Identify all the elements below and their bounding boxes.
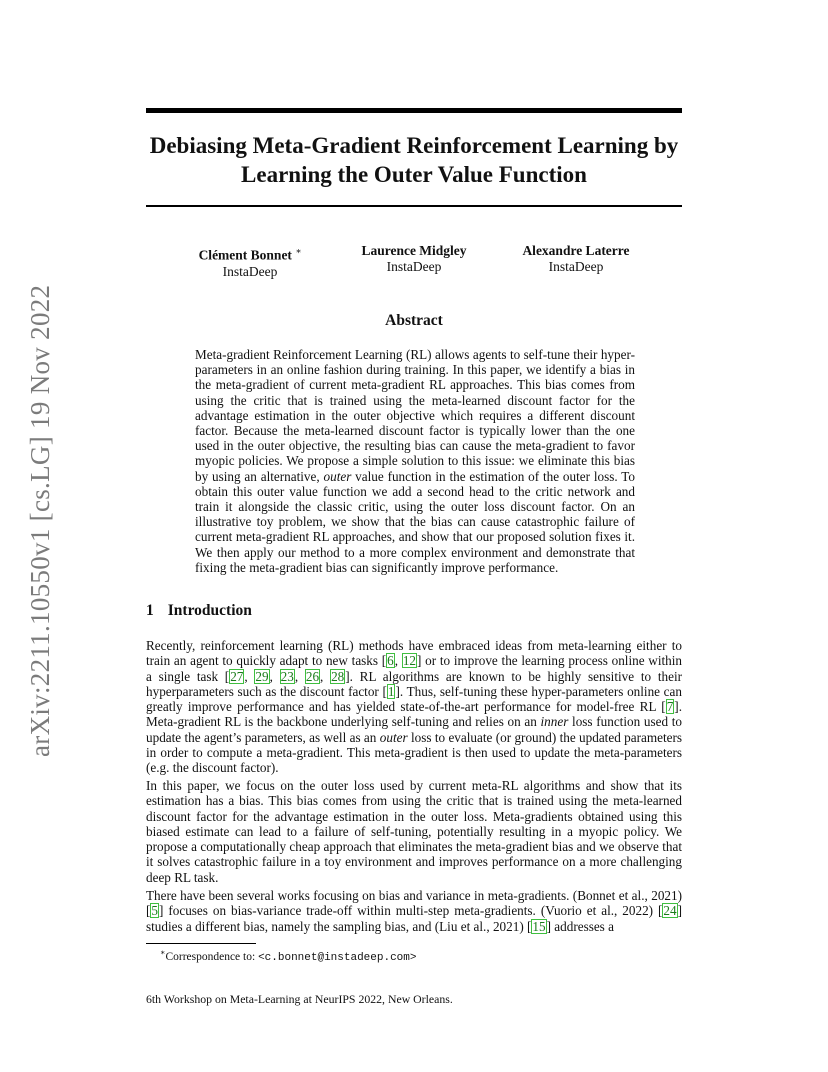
citation-link[interactable]: 1 [387,683,395,699]
section-heading-introduction [146,602,252,620]
citation-link[interactable]: 26 [305,668,320,684]
citation-link[interactable]: 29 [255,668,269,684]
title-bottom-rule [146,205,682,207]
author-affiliation: InstaDeep [386,259,442,274]
citation-link[interactable]: 27 [230,668,244,684]
footnote-mark[interactable]: ∗ [295,246,302,256]
citation-link[interactable]: 7 [666,699,674,715]
footnote-mark: ∗ [160,948,166,957]
author-affiliation: InstaDeep [548,259,604,274]
title-line-1: Debiasing Meta-Gradient Reinforcement Learning by [149,133,679,158]
intro-paragraph-1: Recently, reinforcement learning (RL) methods have embraced ideas from meta-learning either to train an agent to quickly adapt to new tasks [6, 12] or to improve the learning process online within a single task [27, 29, 23, 26, 28]. RL algorithms are known to be highly sensitive to their hyperparameters such as the discount factor [1]. Thus, self-tuning these hyper-parameters online can greatly improve performance and has yielded state-of-the-art performance for model-free RL [7]. Meta-gradient RL is the backbone underlying self-tuning and relies on an inner loss function used to update the agent’s parameters, as well as an outer loss to evaluate (or ground) the updated parameters in order to compute a meta-gradient. This meta-gradient is then used to update the meta-parameters (e.g. the discount factor). [146,638,683,776]
paper-title [146,131,682,189]
section-title: Introduction [167,602,252,619]
citation-link[interactable]: 5 [151,903,158,919]
citation-link[interactable]: 6 [387,653,394,669]
venue-footer: 6th Workshop on Meta-Learning at NeurIPS 2022, New Orleans. [146,992,453,1006]
author-block [146,243,682,279]
author-name: Alexandre Laterre [522,243,630,258]
citation-link[interactable]: 15 [532,918,546,934]
citation-link[interactable]: 24 [663,903,677,919]
author-2 [334,243,494,275]
intro-paragraph-3: There have been several works focusing on bias and variance in meta-gradients. (Bonnet et al., 2021) [5] focuses on bias-variance trade-off within multi-step meta-gradients. (Vuorio et al., 2022) [24] studies a different bias, namely the sampling bias, and (Liu et al., 2021) [15] addresses a [146,888,682,934]
author-affiliation: InstaDeep [222,263,278,279]
footnote: ∗Correspondence to: <c.bonnet@instadeep.com> [160,948,417,964]
arxiv-identifier: arXiv:2211.10550v1 [cs.LG] 19 Nov 2022 [25,284,55,757]
author-1 [170,243,330,280]
intro-paragraph-2: In this paper, we focus on the outer loss used by current meta-RL algorithms and show that its estimation has a bias. This bias comes from using the critic that is trained using the meta-learned discount factor for the advantage estimation in the outer loss. Meta-gradients obtained using this biased estimate can lead to a failure of self-tuning, potentially resulting in a myopic policy. We propose a computationally cheap approach that eliminates the meta-gradient bias and we observe that it solves catastrophic failure in a toy environment and improves performance on a more challenging deep RL task. [146,778,682,885]
abstract-heading: Abstract [385,312,443,329]
author-3 [496,243,656,275]
footnote-rule [146,943,256,944]
author-name: Laurence Midgley [361,243,467,258]
citation-link[interactable]: 28 [331,668,345,684]
abstract-text: Meta-gradient Reinforcement Learning (RL) allows agents to self-tune their hyper-parameters in an online fashion during training. In this paper, we identify a bias in the meta-gradient of current meta-gradient RL approaches. This bias comes from using the critic that is trained using the meta-learned discount factor for the advantage estimation in the outer objective which requires a different discount factor. Because the meta-learned discount factor is typically lower than the one used in the outer objective, the resulting bias can cause the meta-gradient to favor myopic policies. We propose a simple solution to this issue: we eliminate this bias by using an alternative, outer value function in the estimation of the outer loss. To obtain this outer value function we add a second head to the critic network and train it alongside the classic critic, using the outer loss discount factor. On an illustrative toy problem, we show that the bias can cause catastrophic failure of current meta-gradient RL approaches, and show that our proposed solution fixes it. We then apply our method to a more complex environment and demonstrate that fixing the meta-gradient bias can significantly improve performance. [195,347,635,575]
title-line-2: Learning the Outer Value Function [241,162,587,187]
citation-link[interactable]: 23 [280,668,294,684]
title-top-rule [146,108,682,113]
citation-link[interactable]: 12 [402,653,416,669]
section-number: 1 [146,602,154,619]
author-name: Clément Bonnet [198,247,292,263]
email-link[interactable]: <c.bonnet@instadeep.com> [258,951,417,964]
